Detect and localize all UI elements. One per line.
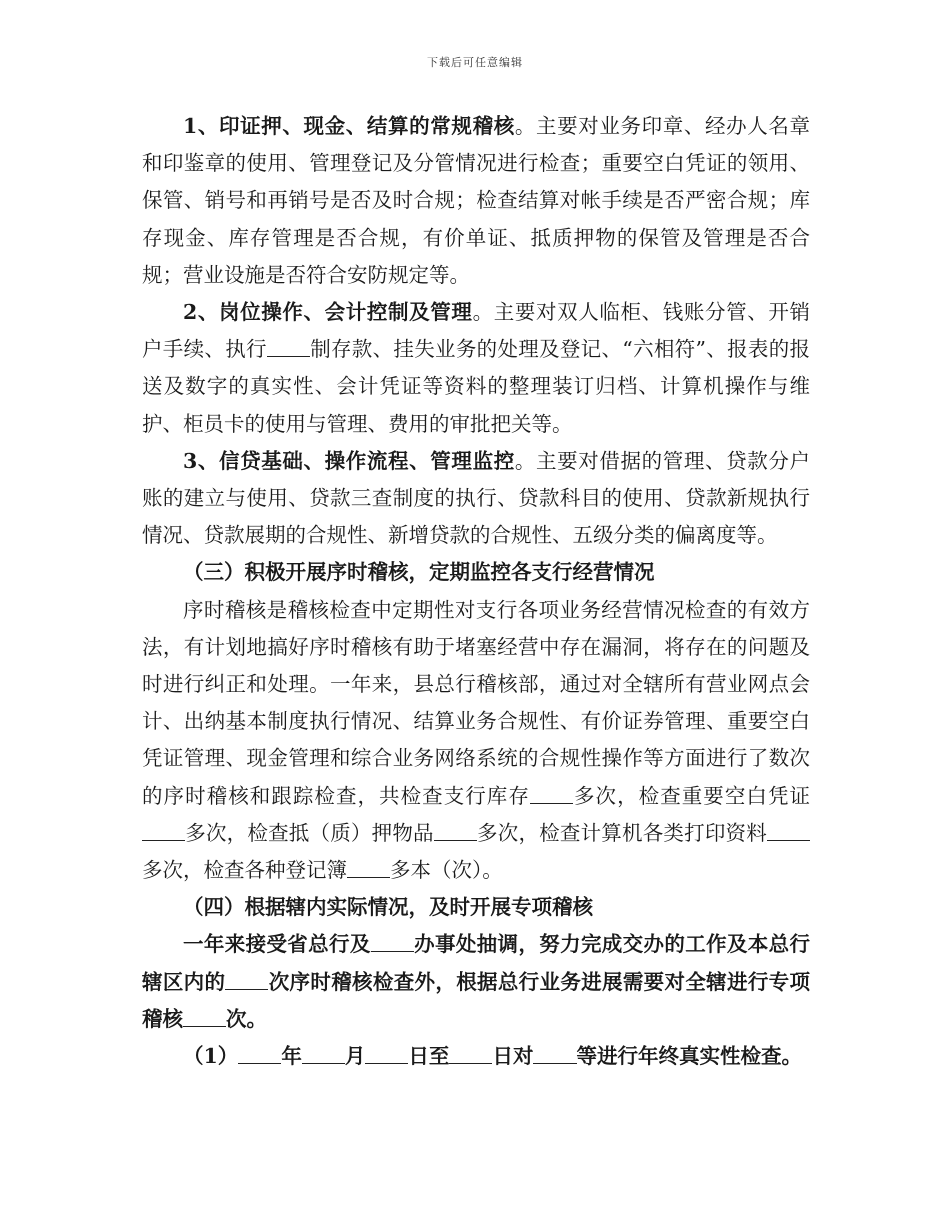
paragraph-5-text-c: 次序时稽核检查外，根据总行业务进展需要对全辖进行专项稽核 xyxy=(142,969,810,1031)
document-body xyxy=(142,108,810,1075)
section-heading-3: （三）积极开展序时稽核，定期监控各支行经营情况 xyxy=(183,560,655,585)
page-header: 下载后可任意编辑 xyxy=(427,56,523,69)
paragraph-3-body: 。主要对借据的管理、贷款分户账的建立与使用、贷款三查制度的执行、贷款科目的使用、贷款新规执行情况、贷款展期的合规性、新增贷款的合规性、五级分类的偏离度等。 xyxy=(142,448,811,548)
paragraph-4-text-d: 多次，检查计算机各类打印资料 xyxy=(476,820,767,845)
paragraph-1 xyxy=(142,108,810,294)
fill-blank xyxy=(434,819,477,841)
list-item-1-number: （1） xyxy=(183,1044,239,1069)
paragraph-1-lead: 1、印证押、现金、结算的常规稽核 xyxy=(183,114,515,138)
paragraph-2 xyxy=(142,294,810,443)
paragraph-5 xyxy=(142,926,810,1038)
paragraph-4-text-c: 多次，检查抵（质）押物品 xyxy=(185,820,434,845)
paragraph-4-text-a: 序时稽核是稽核检查中定期性对支行各项业务经营情况检查的有效方法，有计划地搞好序时稽核有助于堵塞经营中存在漏洞，将存在的问题及时进行纠正和处理。一年来，县总行稽核部，通过对全辖所有营业网点会计、出纳基本制度执行情况、结算业务合规性、有价证券管理、重要空白凭证管理、现金管理和综合业务网络系统的合规性操作等方面进行了数次的序时稽核和跟踪检查，共检查支行库存 xyxy=(142,597,810,808)
list-item-1-year: 年 xyxy=(281,1044,302,1069)
list-item-1-month: 月 xyxy=(344,1044,366,1069)
section-heading-4: （四）根据辖内实际情况，及时开展专项稽核 xyxy=(183,895,593,920)
paragraph-3 xyxy=(142,443,810,555)
paragraph-4-text-b: 多次，检查重要空白凭证 xyxy=(572,783,811,808)
fill-blank xyxy=(302,1043,345,1065)
paragraph-2-lead: 2、岗位操作、会计控制及管理 xyxy=(183,300,473,325)
paragraph-5-text-a: 一年来接受省总行及 xyxy=(183,932,371,957)
paragraph-4-text-e: 多次，检查各种登记簿 xyxy=(142,858,347,883)
paragraph-2-body-a: 。主要对双人临柜、钱账分管、开销户手续、执行 xyxy=(142,300,811,362)
fill-blank xyxy=(767,819,810,841)
list-item-1 xyxy=(142,1038,810,1075)
fill-blank xyxy=(530,782,573,804)
fill-blank xyxy=(533,1043,576,1065)
fill-blank xyxy=(238,1043,281,1065)
paragraph-4 xyxy=(142,592,810,890)
list-item-1-day-from: 日至 xyxy=(408,1044,450,1069)
paragraph-4-text-f: 多本（次）。 xyxy=(390,858,503,883)
paragraph-1-body: 。主要对业务印章、经办人名章和印鉴章的使用、管理登记及分管情况进行检查；重要空白凭证的领用、保管、销号和再销号是否及时合规；检查结算对帐手续是否严密合规；库存现金、库存管理是否合规，有价单证、抵质押物的保管及管理是否合规；营业设施是否符合安防规定等。 xyxy=(142,114,811,287)
fill-blank xyxy=(365,1043,408,1065)
fill-blank xyxy=(449,1043,492,1065)
paragraph-2-body-b: 制存款、挂失业务的处理及登记、“六相符”、报表的报送及数字的真实性、会计凭证等资料的整理装订归档、计算机操作与维护、柜员卡的使用与管理、费用的审批把关等。 xyxy=(142,337,810,436)
fill-blank xyxy=(347,857,390,879)
list-item-1-text: 等进行年终真实性检查。 xyxy=(576,1044,802,1069)
fill-blank xyxy=(183,1005,226,1027)
paragraph-5-text-d: 次。 xyxy=(226,1006,268,1031)
fill-blank xyxy=(371,931,414,953)
fill-blank xyxy=(225,968,268,990)
fill-blank xyxy=(142,819,185,841)
paragraph-3-lead: 3、信贷基础、操作流程、管理监控 xyxy=(183,448,515,473)
paragraph-5-text-b: 办事处抽调，努力完成交办的工作及本总行辖区内的 xyxy=(142,932,811,994)
list-item-1-day-to: 日对 xyxy=(492,1044,534,1069)
fill-blank xyxy=(267,336,310,358)
